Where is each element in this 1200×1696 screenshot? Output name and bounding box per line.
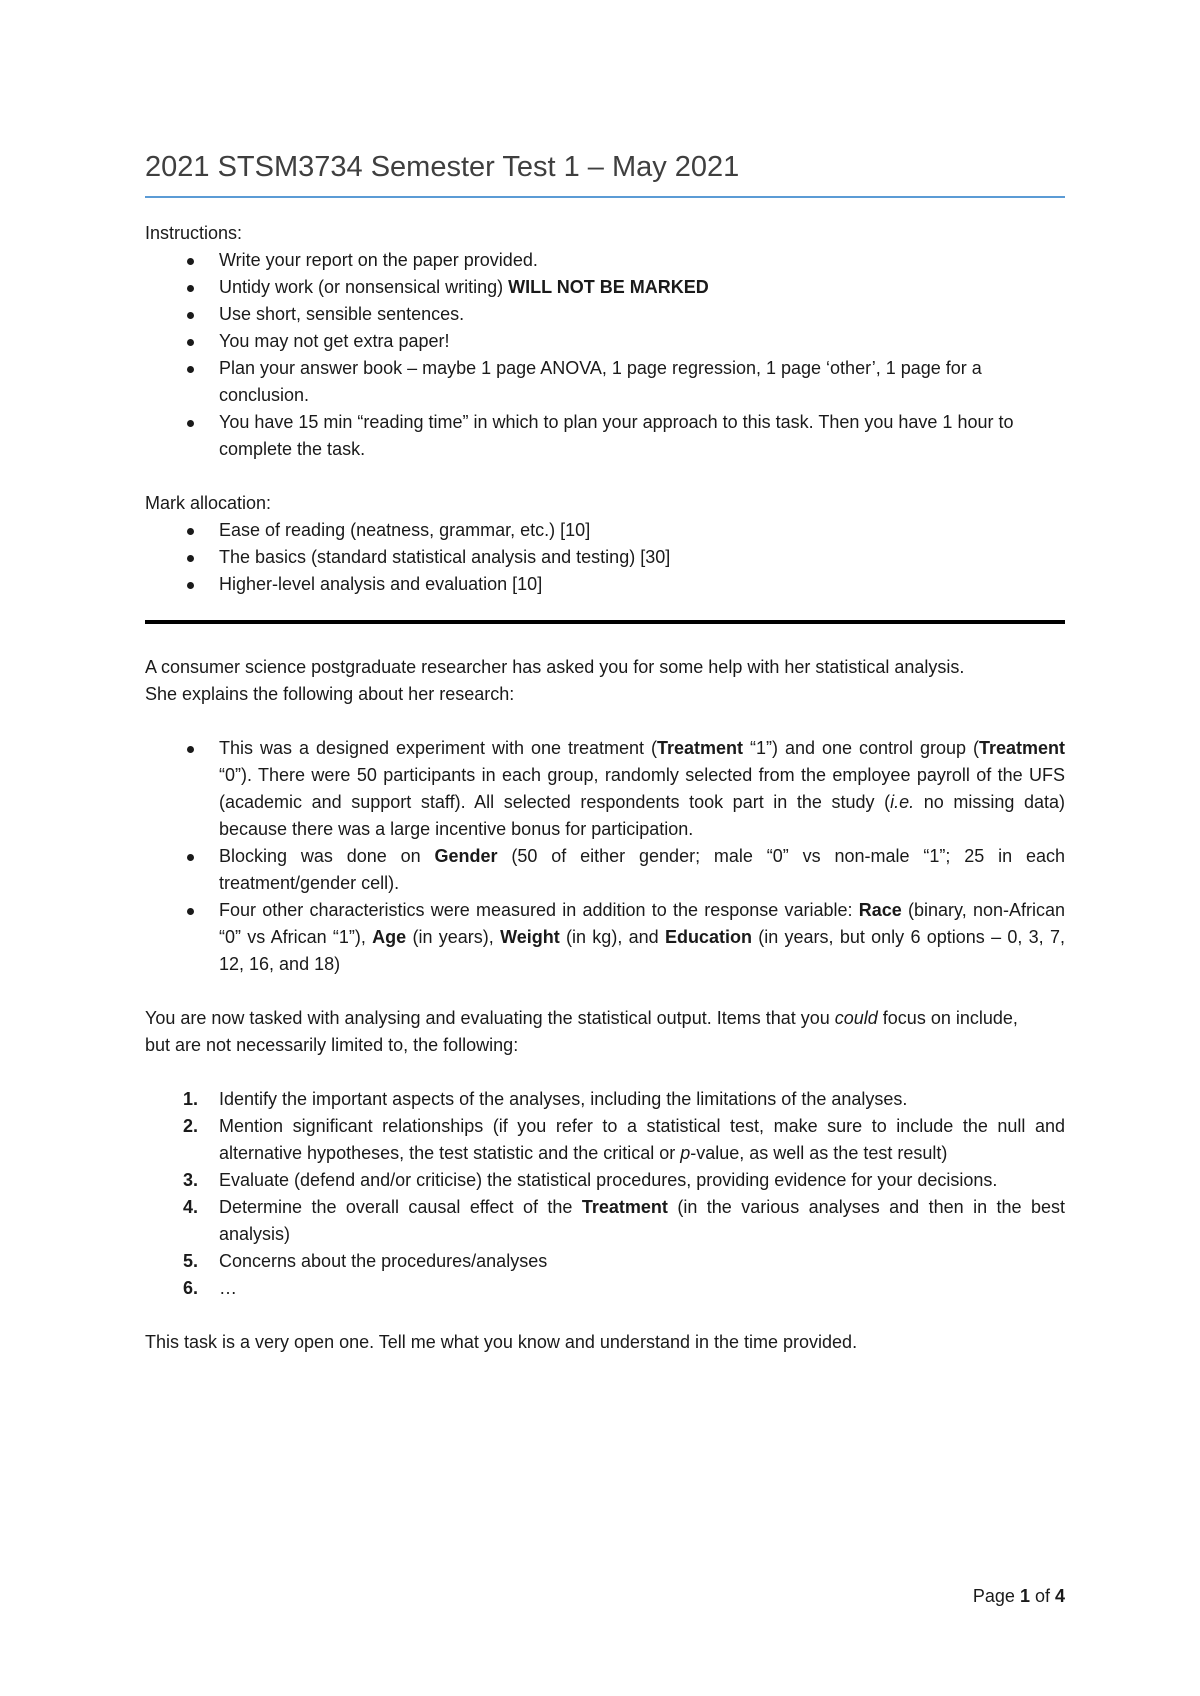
page-title: 2021 STSM3734 Semester Test 1 – May 2021 bbox=[145, 148, 1065, 198]
list-item: 4. Determine the overall causal effect of the Treatment (in the various analyses and then in the best analysis) bbox=[183, 1197, 1065, 1244]
list-item: 1. Identify the important aspects of the analyses, including the limitations of the analyses. bbox=[183, 1089, 908, 1109]
page-number: Page 1 of 4 bbox=[972, 1586, 1065, 1606]
closing-paragraph: This task is a very open one. Tell me what you know and understand in the time provided. bbox=[145, 1332, 858, 1352]
list-item: Untidy work (or nonsensical writing) WILL NOT BE MARKED bbox=[145, 274, 1065, 301]
instructions-heading: Instructions: bbox=[145, 223, 243, 243]
list-item: Blocking was done on Gender (50 of either gender; male “0” vs non-male “1”; 25 in each treatment/gender cell). bbox=[145, 843, 1065, 897]
intro-paragraph: A consumer science postgraduate researcher has asked you for some help with her statistical analysis. She explains the following about her research: bbox=[145, 657, 965, 704]
list-item: Write your report on the paper provided. bbox=[145, 247, 1065, 274]
document-body bbox=[145, 148, 1065, 1356]
emphasis-text: WILL NOT BE MARKED bbox=[508, 277, 709, 297]
list-item: 5. Concerns about the procedures/analyses bbox=[183, 1251, 548, 1271]
list-item: 6. … bbox=[183, 1278, 237, 1298]
marks-heading: Mark allocation: bbox=[145, 493, 272, 513]
list-item: Higher-level analysis and evaluation [10] bbox=[145, 571, 1065, 598]
task-paragraph: You are now tasked with analysing and evaluating the statistical output. Items that you could focus on include, but are not necessarily limited to, the following: bbox=[145, 1008, 1018, 1055]
marks-list bbox=[145, 517, 1065, 598]
instructions-list bbox=[145, 247, 1065, 463]
list-item: The basics (standard statistical analysis and testing) [30] bbox=[145, 544, 1065, 571]
list-item: Use short, sensible sentences. bbox=[145, 301, 1065, 328]
list-item: Plan your answer book – maybe 1 page ANOVA, 1 page regression, 1 page ‘other’, 1 page for a conclusion. bbox=[145, 355, 1065, 409]
list-item: You may not get extra paper! bbox=[145, 328, 1065, 355]
section-divider bbox=[145, 620, 1065, 624]
list-item: Ease of reading (neatness, grammar, etc.) [10] bbox=[145, 517, 1065, 544]
list-item: You have 15 min “reading time” in which to plan your approach to this task. Then you have 1 hour to complete the task. bbox=[145, 409, 1065, 463]
list-item: Four other characteristics were measured in addition to the response variable: Race (binary, non-African “0” vs African “1”), Age (in years), Weight (in kg), and Education (in years, but only 6 options – 0, 3, 7, 12, 16, and 18) bbox=[145, 897, 1065, 978]
research-list bbox=[145, 735, 1065, 978]
list-item: This was a designed experiment with one treatment (Treatment “1”) and one control group (Treatment “0”). There were 50 participants in each group, randomly selected from the employee payroll of the UFS (academic and support staff). All selected respondents took part in the study (i.e. no missing data) because there was a large incentive bonus for participation. bbox=[145, 735, 1065, 843]
list-item: 2. Mention significant relationships (if you refer to a statistical test, make sure to include the null and alternative hypotheses, the test statistic and the critical or p-value, as well as the test result) bbox=[183, 1116, 1065, 1163]
focus-list bbox=[145, 1086, 1065, 1302]
list-item: 3. Evaluate (defend and/or criticise) the statistical procedures, providing evidence for your decisions. bbox=[183, 1170, 998, 1190]
